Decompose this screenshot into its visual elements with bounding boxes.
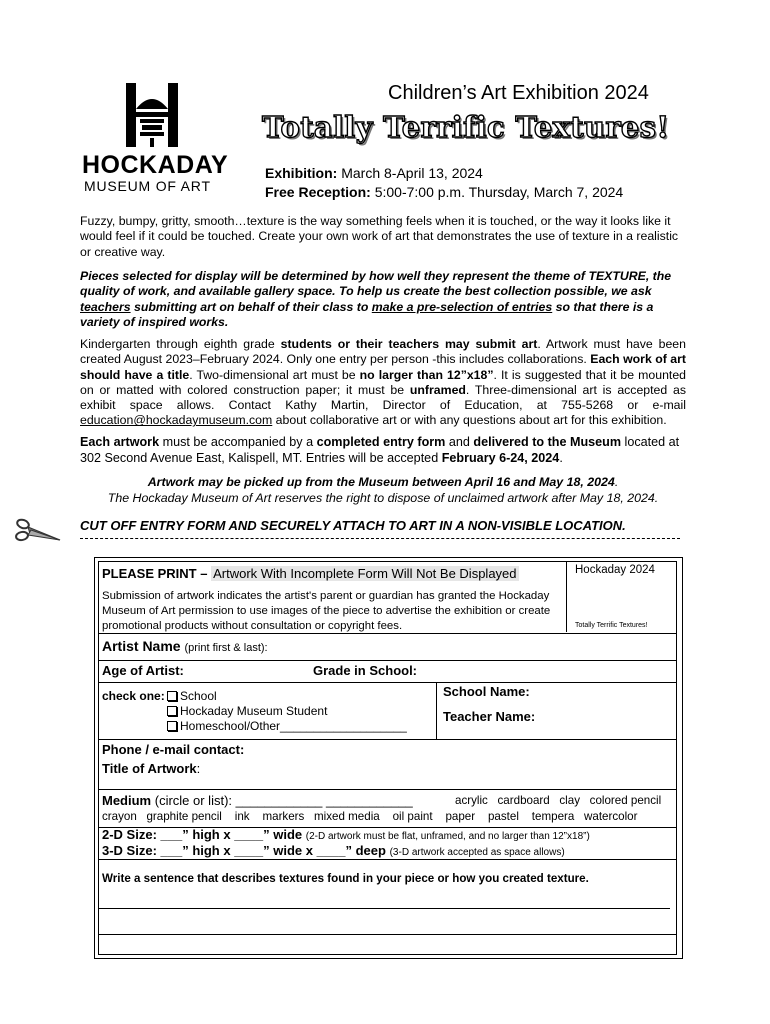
delivery-paragraph — [80, 434, 686, 466]
medium-options-row2: crayon graphite pencil ink markers mixed media oil paint paper pastel tempera watercolor — [102, 810, 638, 823]
delivery-text: and — [445, 435, 474, 449]
size-3d-note: (3-D artwork accepted as space allows) — [389, 847, 565, 858]
teacher-name-field[interactable]: Teacher Name: — [443, 709, 536, 724]
print-warning: Artwork With Incomplete Form Will Not Be Displayed — [213, 566, 517, 581]
stamp-theme: Totally Terrific Textures! — [575, 622, 648, 629]
size-3d-field[interactable] — [102, 843, 565, 858]
medium-options-row1: acrylic cardboard clay colored pencil — [455, 794, 662, 807]
reception-value: 5:00-7:00 p.m. Thursday, March 7, 2024 — [374, 184, 624, 200]
checkbox-school[interactable] — [167, 691, 177, 701]
form-stamp-box — [566, 561, 675, 632]
medium-hint: (circle or list): ____________ ____________ — [151, 793, 413, 808]
delivery-emphasis: Each artwork — [80, 435, 160, 449]
sentence-line-2[interactable] — [102, 934, 670, 935]
selection-text: so that there is a variety of inspired works. — [80, 299, 654, 329]
delivery-emphasis: delivered to the Museum — [473, 435, 622, 449]
option-school-label: School — [180, 689, 217, 703]
checkbox-museum-student[interactable] — [167, 706, 177, 716]
print-instruction — [102, 566, 519, 581]
rules-text: about collaborative art or with any questions about art for this exhibition. — [272, 413, 667, 428]
rules-text: . Three-dimensional art is accepted as exhibit space allows. Contact Kathy Martin, Director of Education, at 755-5268 or e-mail — [80, 382, 686, 413]
grade-field[interactable]: Grade in School: — [313, 663, 418, 678]
print-dash: – — [196, 566, 212, 581]
rules-text: . Two-dimensional art must be — [189, 367, 360, 382]
size-2d-field[interactable] — [102, 827, 590, 842]
artist-name-hint: (print first & last): — [184, 642, 268, 654]
exhibition-label: Exhibition: — [265, 165, 338, 181]
delivery-text: located at 302 Second Avenue East, Kalispell, MT. Entries will be accepted — [80, 435, 680, 465]
page-title: Totally Terrific Textures! — [262, 110, 670, 144]
checkbox-homeschool[interactable] — [167, 721, 177, 731]
rules-text: Kindergarten through eighth grade — [80, 337, 281, 351]
option-museum-student[interactable] — [167, 704, 407, 719]
check-one-label: check one: — [102, 689, 165, 703]
size-2d-label: 2-D Size: ___” high x ____” wide — [102, 827, 303, 842]
cut-instruction: CUT OFF ENTRY FORM AND SECURELY ATTACH TO ART IN A NON-VISIBLE LOCATION. — [80, 518, 626, 533]
exhibition-value: March 8-April 13, 2024 — [341, 165, 483, 181]
medium-field[interactable] — [102, 793, 413, 808]
pickup-dates: Artwork may be picked up from the Museum between April 16 and May 18, 2024 — [147, 475, 615, 489]
option-school[interactable] — [167, 689, 407, 704]
rules-emphasis: Each work of art should have a title — [80, 352, 686, 382]
selection-preselect: make a pre-selection of entries — [371, 299, 553, 314]
option-homeschool[interactable] — [167, 719, 407, 734]
sentence-line-1[interactable] — [102, 908, 670, 909]
texture-sentence-prompt: Write a sentence that describes textures found in your piece or how you created texture. — [102, 872, 589, 885]
phone-email-field[interactable]: Phone / e-mail contact: — [102, 742, 245, 757]
pickup-disclaimer: The Hockaday Museum of Art reserves the right to dispose of unclaimed artwork after May 18, 2024. — [107, 491, 659, 505]
artist-name-label: Artist Name — [102, 638, 181, 654]
title-artwork-field[interactable] — [102, 761, 200, 776]
selection-text: , the quality of work, and available gallery space. To help us create the best collection possible, we ask — [80, 269, 672, 299]
title-artwork-label: Title of Artwork — [102, 761, 197, 776]
exhibition-subtitle: Children’s Art Exhibition 2024 — [388, 82, 649, 104]
permission-text: Submission of artwork indicates the artist's parent or guardian has granted the Hockaday Museum of Art permission to use images of the piece to advertise the exhibition or create promotional products without consultation or copyright fees. — [102, 590, 551, 633]
option-homeschool-label: Homeschool/Other___________________ — [180, 719, 407, 733]
rules-paragraph — [80, 337, 686, 429]
logo-name: HOCKADAY — [82, 151, 229, 179]
delivery-text: must be accompanied by a — [159, 435, 317, 449]
selection-teachers: teachers — [80, 299, 131, 314]
selection-theme: TEXTURE — [588, 269, 646, 283]
delivery-text: . — [559, 451, 563, 465]
rules-text: . Artwork must have been created August 2023–February 2024. Only one entry per person -this includes collaborations. — [80, 337, 686, 367]
option-museum-student-label: Hockaday Museum Student — [180, 704, 328, 718]
size-3d-label: 3-D Size: ___” high x ____” wide x ____” deep — [102, 843, 386, 858]
print-label: PLEASE PRINT — [102, 566, 197, 581]
email-link[interactable]: education@hockadaymuseum.com — [80, 413, 273, 428]
selection-paragraph — [80, 269, 686, 330]
pickup-text: . — [614, 475, 619, 489]
delivery-emphasis: February 6-24, 2024 — [441, 451, 560, 465]
delivery-emphasis: completed entry form — [316, 435, 446, 449]
selection-text: submitting art on behalf of their class to — [130, 299, 372, 314]
rules-emphasis: no larger than 12”x18” — [359, 367, 494, 382]
size-2d-note: (2-D artwork must be flat, unframed, and no larger than 12”x18”) — [305, 831, 590, 842]
school-name-field[interactable]: School Name: — [443, 684, 530, 699]
rules-emphasis: unframed — [409, 382, 466, 397]
selection-text: Pieces selected for display will be determined by how well they represent the theme of — [80, 269, 589, 283]
title-artwork-colon: : — [196, 761, 201, 776]
exhibition-dates — [265, 164, 623, 202]
museum-logo-icon — [122, 83, 182, 147]
stamp-year: Hockaday 2024 — [575, 564, 655, 576]
rules-text: . It is suggested that it be mounted on or matted with colored construction paper; it must be — [80, 367, 687, 397]
logo-subname: MUSEUM OF ART — [84, 178, 211, 194]
medium-label: Medium — [102, 793, 152, 808]
age-field[interactable]: Age of Artist: — [102, 663, 184, 678]
artist-name-field[interactable] — [102, 638, 268, 654]
pickup-notice — [80, 474, 686, 506]
scissors-icon — [14, 516, 62, 552]
reception-label: Free Reception: — [265, 184, 371, 200]
intro-paragraph: Fuzzy, bumpy, gritty, smooth…texture is the way something feels when it is touched, or the way it looks like it would feel if it could be touched. Create your own work of art that demonstrates the use of texture in a realistic or creative way. — [80, 214, 679, 259]
rules-emphasis: students or their teachers may submit art — [280, 337, 538, 351]
affiliation-options — [167, 689, 407, 734]
cut-line — [80, 538, 680, 539]
